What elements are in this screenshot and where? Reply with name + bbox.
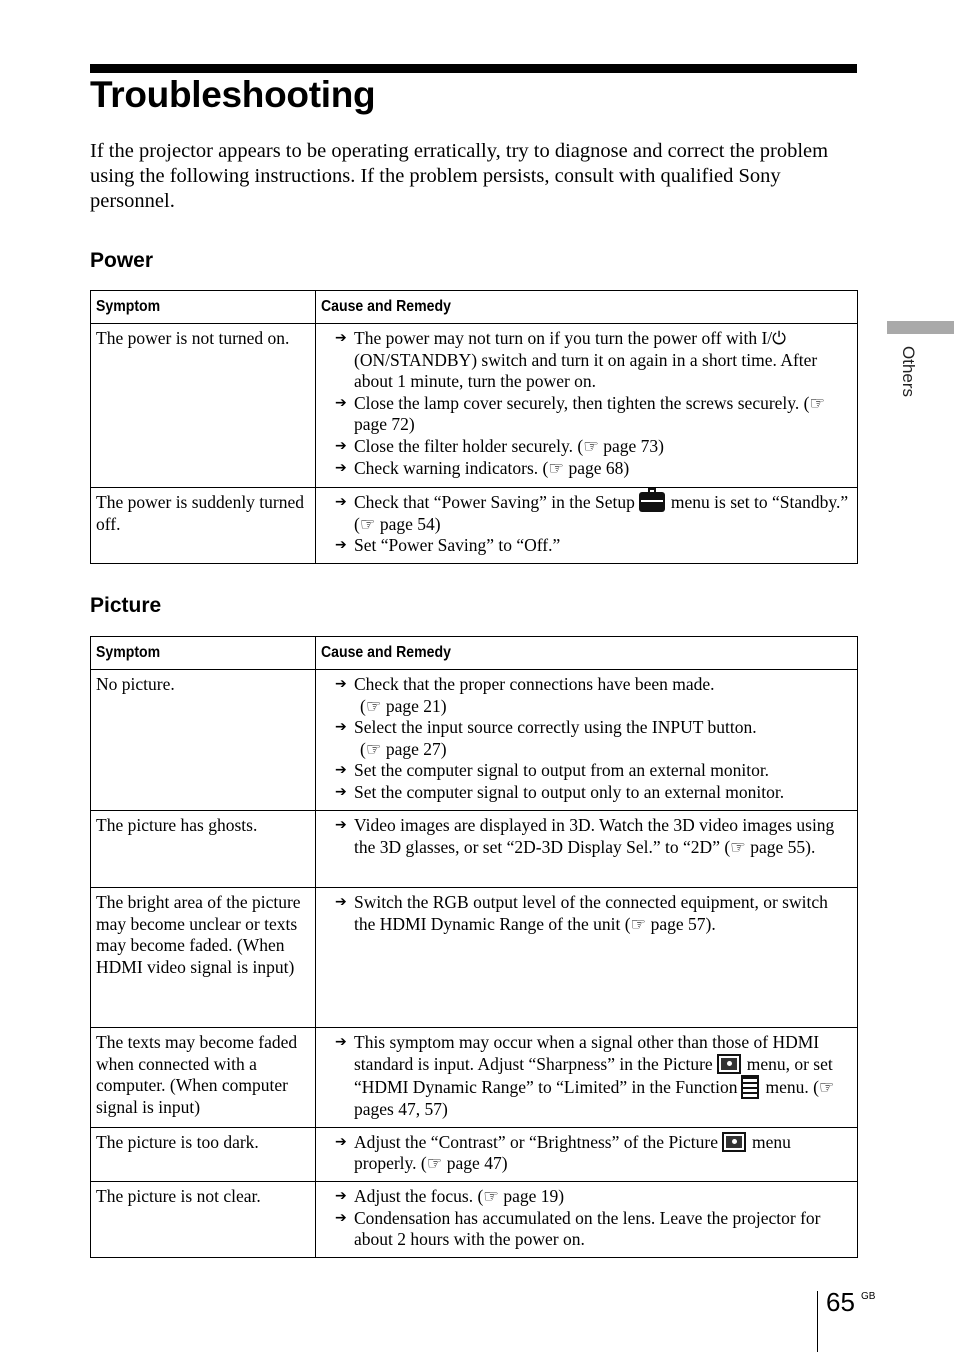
remedy-cell [316,488,858,564]
remedy-item: ➔ Set the computer signal to output only to an external monitor. [335,781,785,802]
arrow-icon: ➔ [335,494,347,510]
intro-paragraph: If the projector appears to be operating erratically, try to diagnose and correct the problem using the following instructions. If the problem persists, consult with qualified Sony personnel. [90,140,829,212]
remedy-item: ➔ Set “Power Saving” to “Off.” [335,535,561,556]
arrow-icon: ➔ [335,1209,347,1226]
picture-table [90,636,858,1258]
table-row [91,488,858,564]
remedy-cell [316,888,858,1028]
symptom-cell: The bright area of the picture may become unclear or texts may become faded. (When HDMI video signal is input) [91,888,316,1028]
arrow-icon: ➔ [335,676,347,692]
remedy-item: ➔ Check that the proper connections have been made. (☞ page 21) [335,674,715,716]
arrow-icon: ➔ [335,1187,347,1204]
remedy-item: ➔ Close the filter holder securely. (☞ page 73) [335,435,665,456]
table-row [91,670,858,811]
arrow-icon: ➔ [335,762,347,779]
arrow-icon: ➔ [335,783,347,800]
table-row [91,1127,858,1181]
arrow-icon: ➔ [335,719,347,736]
section-heading-power: Power [90,249,154,272]
column-header-symptom: Symptom [91,637,316,670]
column-header-symptom: Symptom [91,291,316,324]
remedy-cell [316,811,858,888]
remedy-item: ➔ This symptom may occur when a signal other than those of HDMI standard is input. Adjust “Sharpness” in the Picture menu, or set “HDMI Dynamic Range” to “Limited” in the Function menu. (☞ pages 47, 57) [335,1032,835,1120]
table-header-row [91,637,858,670]
remedy-item: ➔ Switch the RGB output level of the connected equipment, or switch the HDMI Dynamic Range of the unit (☞ page 57). [335,892,828,934]
arrow-icon: ➔ [335,894,347,910]
page-number-suffix: GB [861,1291,876,1302]
page-number: 65 [826,1287,855,1317]
arrow-icon: ➔ [335,330,347,346]
remedy-cell [316,1028,858,1128]
arrow-icon: ➔ [335,437,347,454]
section-tab-label: Others [899,346,918,398]
picture-menu-icon [722,1132,746,1152]
section-tab-marker [887,321,954,334]
function-menu-icon [741,1075,759,1099]
column-header-remedy: Cause and Remedy [316,291,858,324]
symptom-cell: The power is suddenly turned off. [91,488,316,564]
symptom-cell: The picture has ghosts. [91,811,316,888]
arrow-icon: ➔ [335,1034,347,1050]
arrow-icon: ➔ [335,1133,347,1150]
picture-menu-icon [717,1054,741,1074]
remedy-item: ➔ The power may not turn on if you turn the power off with I/⏻ (ON/STANDBY) switch and turn it on again in a short time. After about 1 minute, turn the power on. [335,328,818,392]
remedy-item: ➔ Video images are displayed in 3D. Watch the 3D video images using the 3D glasses, or set “2D-3D Display Sel.” to “2D” (☞ page 55). [335,815,835,857]
symptom-cell: The picture is too dark. [91,1127,316,1181]
remedy-item: ➔ Set the computer signal to output from an external monitor. [335,760,770,781]
setup-menu-icon [639,492,665,512]
remedy-cell [316,1127,858,1181]
remedy-cell [316,324,858,488]
symptom-cell: The texts may become faded when connected with a computer. (When computer signal is input) [91,1028,316,1128]
arrow-icon: ➔ [335,459,347,476]
arrow-icon: ➔ [335,537,347,554]
table-row [91,888,858,1028]
column-header-remedy: Cause and Remedy [316,637,858,670]
arrow-icon: ➔ [335,394,347,411]
page-title: Troubleshooting [90,74,376,115]
symptom-cell: The power is not turned on. [91,324,316,488]
arrow-icon: ➔ [335,817,347,833]
table-row [91,1028,858,1128]
section-heading-picture: Picture [90,594,162,617]
table-header-row [91,291,858,324]
remedy-item: ➔ Select the input source correctly using the INPUT button. (☞ page 27) [335,717,757,759]
remedy-item: ➔ Close the lamp cover securely, then tighten the screws securely. (☞ page 72) [335,392,826,435]
table-row [91,1181,858,1257]
remedy-cell [316,1181,858,1257]
remedy-cell [316,670,858,811]
remedy-item: ➔ Adjust the focus. (☞ page 19) [335,1185,565,1206]
table-row [91,324,858,488]
page-number-rule [817,1291,818,1352]
table-row [91,811,858,888]
remedy-item: ➔ Condensation has accumulated on the lens. Leave the projector for about 2 hours with the power on. [335,1207,821,1250]
remedy-item: ➔ Adjust the “Contrast” or “Brightness” of the Picture menu properly. (☞ page 47) [335,1131,791,1174]
symptom-cell: The picture is not clear. [91,1181,316,1257]
power-table [90,290,858,564]
symptom-cell: No picture. [91,670,316,811]
remedy-item: ➔ Check that “Power Saving” in the Setup menu is set to “Standby.” (☞ page 54) [335,492,849,534]
remedy-item: ➔ Check warning indicators. (☞ page 68) [335,457,630,478]
